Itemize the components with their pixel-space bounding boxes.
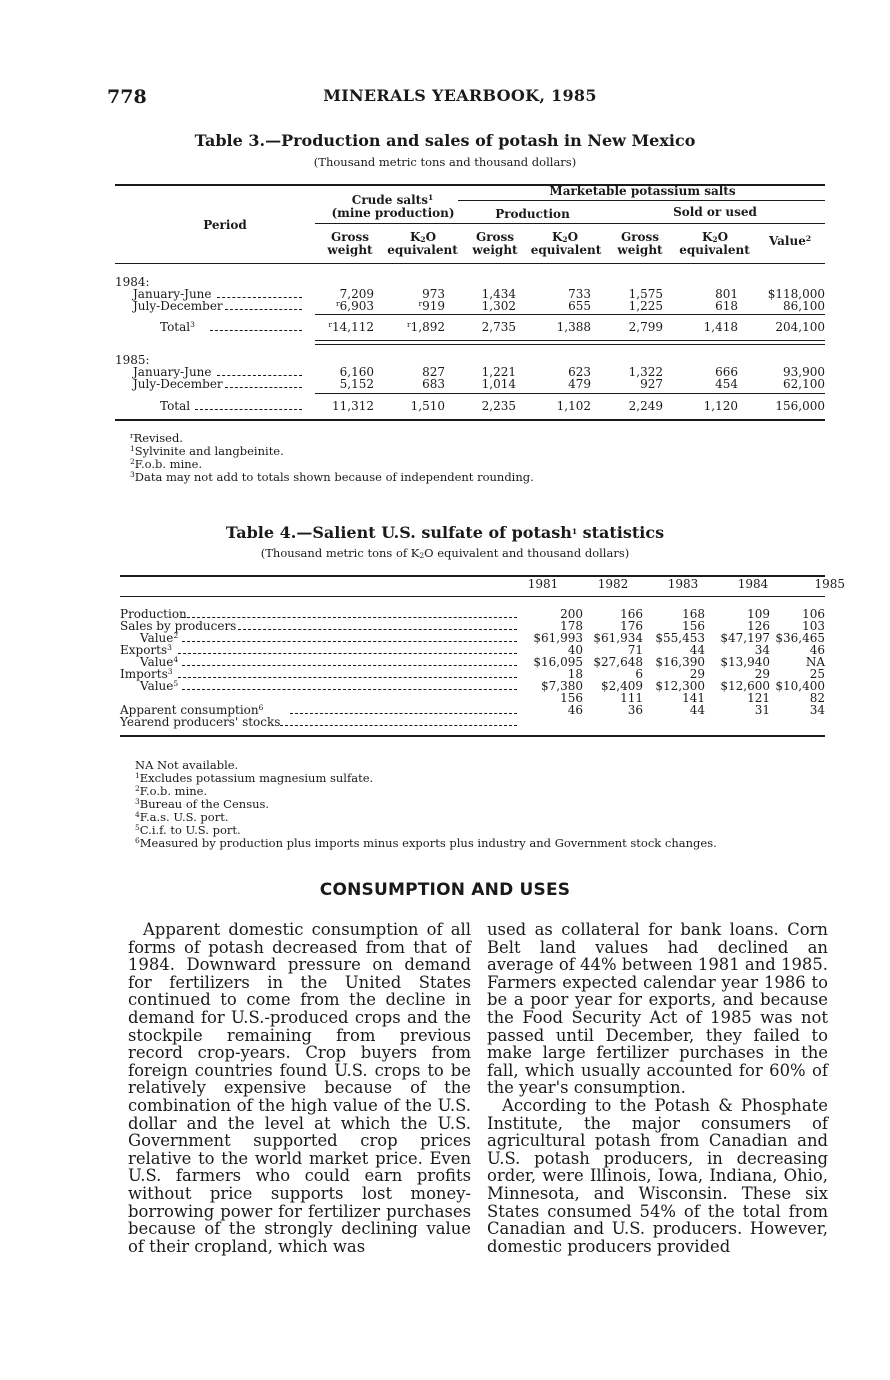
table-row (120, 644, 825, 656)
double-rule-top (315, 340, 825, 341)
cell: $36,465 (775, 631, 825, 645)
cell: 11,312 (332, 399, 374, 413)
year-header: 1985 (814, 577, 845, 591)
header-value: Value$^2$ (768, 234, 812, 248)
cell: 1,302 (481, 299, 516, 313)
cell: $^r$1,892 (407, 320, 445, 334)
cell: 1,418 (703, 320, 738, 334)
cell: 176 (620, 619, 643, 633)
cell: $12,300 (655, 679, 705, 693)
table4-header-rule (120, 596, 825, 597)
footnote: $^1$Excludes potassium magnesium sulfate. (135, 771, 374, 785)
cell: 34 (754, 643, 770, 657)
row-label: Total$^3$ (160, 320, 195, 334)
section-heading: CONSUMPTION AND USES (319, 880, 571, 900)
footnote: $^1$Sylvinite and langbeinite. (130, 444, 284, 458)
footnote: $^2$F.o.b. mine. (130, 457, 203, 471)
row-label: Value$^2$ (140, 631, 179, 645)
cell: $55,453 (655, 631, 705, 645)
cell: 655 (568, 299, 591, 313)
row-label: Sales by producers (120, 619, 237, 633)
dot-leader (238, 629, 517, 630)
header-mine-production: (mine production) (331, 206, 455, 220)
year-label: 1985: (115, 353, 150, 367)
footnote: $^5$C.i.f. to U.S. port. (135, 823, 241, 837)
cell: 6,160 (339, 365, 374, 379)
cell: 5,152 (339, 377, 374, 391)
cell: 6 (635, 667, 643, 681)
header-crude-salts: Crude salts$^1$ (351, 193, 434, 207)
header-gross-2: Gross (475, 230, 515, 244)
cell: 666 (715, 365, 738, 379)
table3-title: Table 3.—Production and sales of potash in New Mexico (194, 131, 696, 150)
cell: 25 (809, 667, 825, 681)
footnote: $^2$F.o.b. mine. (135, 784, 208, 798)
row-label: Value$^4$ (140, 655, 179, 669)
dot-leader (182, 641, 517, 642)
cell: $7,380 (541, 679, 583, 693)
cell: 126 (747, 619, 770, 633)
dot-leader (210, 330, 302, 331)
cell: $118,000 (767, 287, 825, 301)
cell: 1,102 (556, 399, 591, 413)
row-label: January-June (133, 287, 212, 301)
cell: $61,934 (593, 631, 643, 645)
cell: 454 (715, 377, 738, 391)
cell: 479 (568, 377, 591, 391)
header-production: Production (495, 207, 570, 221)
cell: 168 (682, 607, 705, 621)
header-gross-3: Gross (620, 230, 660, 244)
marketable-rule (458, 200, 825, 201)
table-row (120, 632, 825, 644)
cell: 29 (754, 667, 770, 681)
footnote: $^4$F.a.s. U.S. port. (135, 810, 229, 824)
cell: $47,197 (720, 631, 770, 645)
year-header: 1983 (667, 577, 699, 591)
cell: 1,322 (628, 365, 663, 379)
cell: $^r$919 (418, 299, 445, 313)
cell: 683 (422, 377, 445, 391)
row-label: Imports$^3$ (120, 667, 173, 681)
header-weight-1: weight (327, 243, 373, 257)
cell: 141 (682, 691, 705, 705)
row-label: Production (120, 607, 187, 621)
cell: 82 (809, 691, 825, 705)
cell: 204,100 (775, 320, 825, 334)
page-number: 778 (107, 86, 147, 108)
table-row (120, 680, 825, 692)
dot-leader (290, 713, 517, 714)
header-k2o-2: $K_2O$ (551, 230, 579, 244)
cell: 36 (627, 703, 643, 717)
header-equivalent-1: equivalent (387, 243, 458, 257)
header-weight-2: weight (472, 243, 518, 257)
header-weight-3: weight (617, 243, 663, 257)
header-equivalent-2: equivalent (530, 243, 602, 257)
dot-leader (182, 617, 517, 618)
cell: 1,388 (556, 320, 591, 334)
body-paragraph: According to the Potash & Phosphate Institute, the major consumers of agricultural potash from Canadian and U.S. potash producers, in decreasing order, were Illinois, Iowa, Indiana, Ohio, Minnesota, and Wisconsin. These six States consumed 54% of the total from Canadian and U.S. producers. However, domestic producers provided (487, 1095, 828, 1256)
cell: 29 (689, 667, 705, 681)
cell: 1,575 (628, 287, 663, 301)
dot-leader (225, 387, 302, 388)
cell: 156,000 (775, 399, 825, 413)
cell: 1,120 (703, 399, 738, 413)
dot-leader (182, 665, 517, 666)
cell: 623 (568, 365, 591, 379)
dot-leader (280, 725, 517, 726)
table4-subtitle: (Thousand metric tons of $K_2O$ equivalent and thousand dollars) (260, 546, 630, 560)
table3-subtitle: (Thousand metric tons and thousand dollars) (313, 155, 577, 169)
cell: 1,225 (628, 299, 663, 313)
cell: 801 (715, 287, 738, 301)
dot-leader (178, 677, 517, 678)
cell: $27,648 (593, 655, 643, 669)
footnote: $^3$Data may not add to totals shown because of independent rounding. (130, 470, 534, 484)
cell: 156 (682, 619, 705, 633)
cell: 62,100 (783, 377, 825, 391)
cell: 121 (747, 691, 770, 705)
year-header: 1984 (737, 577, 769, 591)
header-marketable: Marketable potassium salts (549, 184, 736, 198)
cell: 93,900 (783, 365, 825, 379)
cell: $12,600 (720, 679, 770, 693)
cell: 156 (560, 691, 583, 705)
cell: 109 (747, 607, 770, 621)
running-title: MINERALS YEARBOOK, 1985 (323, 86, 597, 105)
cell: 1,434 (481, 287, 516, 301)
row-label: Exports$^3$ (120, 643, 172, 657)
table-row-total (115, 400, 825, 412)
cell: 86,100 (783, 299, 825, 313)
cell: 973 (422, 287, 445, 301)
cell: 7,209 (339, 287, 374, 301)
cell: 178 (560, 619, 583, 633)
table4-top-rule (120, 575, 825, 577)
cell: 733 (568, 287, 591, 301)
table3-header-bottom-rule (115, 263, 825, 264)
row-label: July-December (133, 377, 223, 391)
dot-leader (217, 297, 302, 298)
cell: 618 (715, 299, 738, 313)
cell: 1,014 (481, 377, 516, 391)
header-period: Period (203, 218, 247, 232)
cell: $^r$6,903 (336, 299, 374, 313)
dot-leader (195, 409, 302, 410)
subheader-rule (315, 223, 825, 224)
body-paragraph: Apparent domestic consumption of all forms of potash decreased from that of 1984. Downward pressure on demand for fertilizers in the United States continued to come from the decline in demand for U.S.-produced crops and the stockpile remaining from previous record crop-years. Crop buyers from foreign countries found U.S. crops to be relatively expensive because of the combination of the high value of the U.S. dollar and the level at which the U.S. Government supported crop prices relative to the world market price. Even U.S. farmers who could earn profits without price supports lost money-borrowing power for fertilizer purchases because of the strongly declining value of their cropland, which was (128, 920, 471, 1256)
row-label: Apparent consumption$^6$ (120, 703, 264, 717)
footnote: $^r$Revised. (130, 431, 183, 445)
cell: 2,799 (628, 320, 663, 334)
year-label: 1984: (115, 275, 150, 289)
cell: 200 (560, 607, 583, 621)
cell: 1,221 (481, 365, 516, 379)
subtotal-rule (315, 393, 825, 394)
table4-bottom-rule (120, 735, 825, 737)
cell: $13,940 (720, 655, 770, 669)
table-row (120, 620, 825, 632)
cell: 166 (620, 607, 643, 621)
table-row (120, 668, 825, 680)
year-header: 1981 (527, 577, 559, 591)
dot-leader (182, 689, 517, 690)
cell: 2,735 (481, 320, 516, 334)
body-column-left (128, 921, 471, 1255)
cell: 46 (809, 643, 825, 657)
row-label: Yearend producers' stocks (120, 715, 281, 729)
body-column-right (487, 921, 828, 1255)
table4-year-header (120, 577, 845, 591)
row-label: January-June (133, 365, 212, 379)
cell: 1,510 (410, 399, 445, 413)
cell: 927 (640, 377, 663, 391)
cell: 40 (567, 643, 583, 657)
header-equivalent-3: equivalent (679, 243, 750, 257)
cell: 44 (689, 643, 705, 657)
cell: $16,390 (655, 655, 705, 669)
cell: 111 (620, 691, 643, 705)
cell: $^r$14,112 (328, 320, 374, 334)
cell: 46 (567, 703, 583, 717)
cell: 71 (627, 643, 643, 657)
header-sold-or-used: Sold or used (673, 205, 757, 219)
double-rule-bottom (315, 344, 825, 345)
dot-leader (178, 653, 517, 654)
cell: $10,400 (775, 679, 825, 693)
cell: $61,993 (533, 631, 583, 645)
row-label: Total (160, 399, 191, 413)
dot-leader (217, 375, 302, 376)
table4-title: Table 4.—Salient U.S. sulfate of potash$^1$ statistics (225, 523, 665, 542)
cell: $2,409 (601, 679, 643, 693)
cell: $16,095 (533, 655, 583, 669)
cell: 827 (422, 365, 445, 379)
cell: 34 (809, 703, 825, 717)
dot-leader (225, 309, 302, 310)
body-paragraph: used as collateral for bank loans. Corn Belt land values had declined an average of 44% between 1981 and 1985. Farmers expected calendar year 1986 to be a poor year for exports, and because the Food Security Act of 1985 was not passed until December, they failed to make large fertilizer purchases in the fall, which usually accounted for 60% of the year's consumption. (487, 920, 828, 1098)
header-k2o-1: $K_2O$ (409, 230, 437, 244)
cell: 18 (567, 667, 583, 681)
table3-bottom-rule (115, 419, 825, 421)
header-k2o-3: $K_2O$ (701, 230, 729, 244)
cell: 2,235 (481, 399, 516, 413)
subtotal-rule (315, 314, 825, 315)
cell: 44 (689, 703, 705, 717)
cell: 31 (754, 703, 770, 717)
table-row (120, 656, 825, 668)
cell: 103 (802, 619, 825, 633)
table-row (115, 300, 825, 312)
footnote: $^3$Bureau of the Census. (135, 797, 270, 811)
year-header: 1982 (597, 577, 629, 591)
cell: 106 (802, 607, 825, 621)
cell: NA (805, 655, 825, 669)
table-row-total (115, 321, 825, 333)
footnote: NA Not available. (135, 758, 239, 772)
row-label: July-December (133, 299, 223, 313)
row-label: Value$^5$ (140, 679, 179, 693)
footnote: $^6$Measured by production plus imports minus exports plus industry and Government stock changes. (135, 836, 717, 850)
header-gross-1: Gross (330, 230, 370, 244)
cell: 2,249 (628, 399, 663, 413)
table-row (115, 378, 825, 390)
